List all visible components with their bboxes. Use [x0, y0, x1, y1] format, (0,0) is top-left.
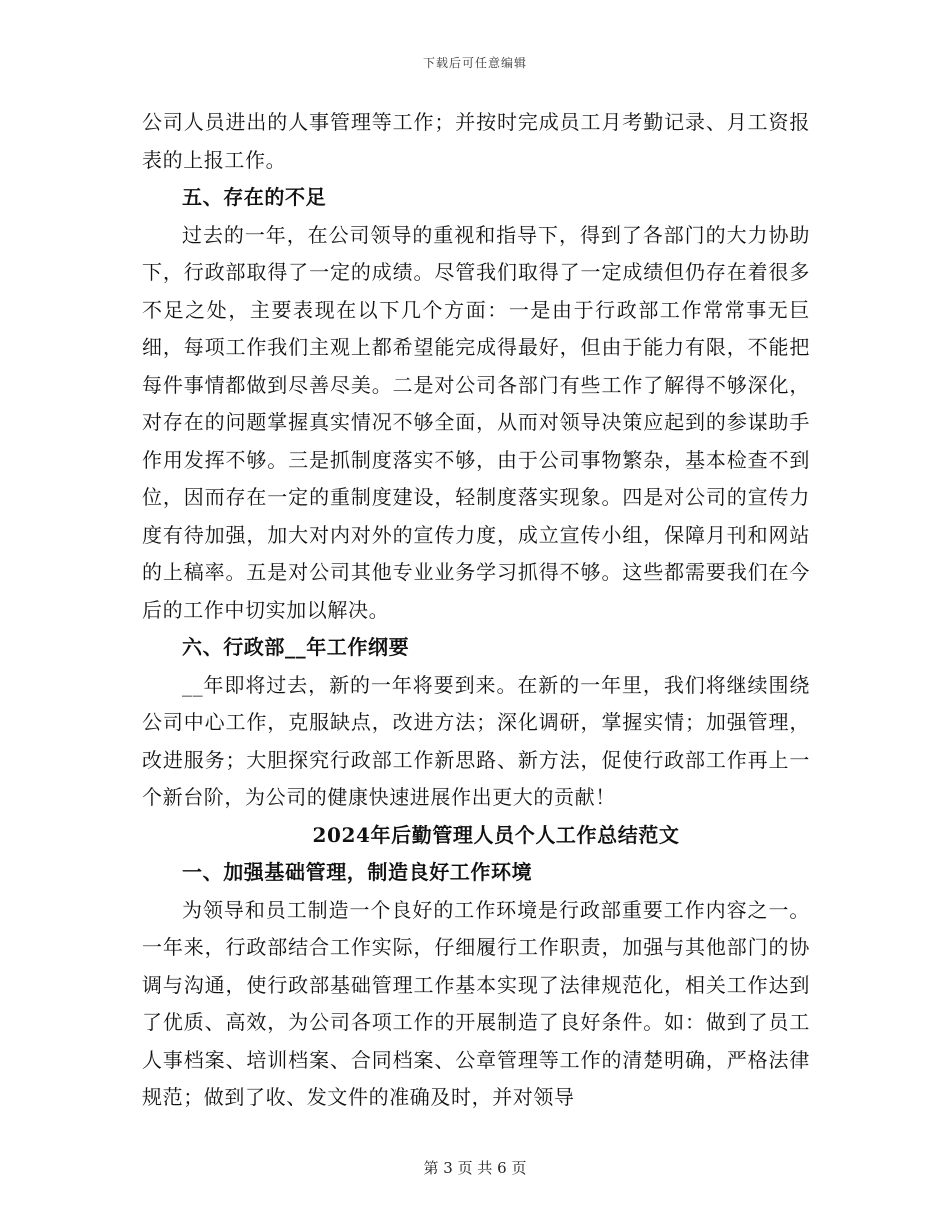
page-header: 下载后可任意编辑 [422, 56, 527, 70]
section-5-paragraph: 过去的一年，在公司领导的重视和指导下，得到了各部门的大力协助下，行政部取得了一定的成绩。尽管我们取得了一定成绩但仍存在着很多不足之处，主要表现在以下几个方面：一是由于行政部工作常常事无巨细，每项工作我们主观上都希望能完成得最好，但由于能力有限，不能把每件事情都做到尽善尽美。二是对公司各部门有些工作了解得不够深化，对存在的问题掌握真实情况不够全面，从而对领导决策应起到的参谋助手作用发挥不够。三是抓制度落实不够，由于公司事物繁杂，基本检查不到位，因而存在一定的重制度建设，轻制度落实现象。四是对公司的宣传力度有待加强，加大对内对外的宣传力度，成立宣传小组，保障月刊和网站的上稿率。五是对公司其他专业业务学习抓得不够。这些都需要我们在今后的工作中切实加以解决。 [142, 222, 810, 622]
section-6-paragraph: __年即将过去，新的一年将要到来。在新的一年里，我们将继续围绕公司中心工作，克服缺点，改进方法；深化调研，掌握实情；加强管理，改进服务；大胆探究行政部工作新思路、新方法，促使行政部工作再上一个新台阶，为公司的健康快速进展作出更大的贡献！ [142, 672, 810, 809]
page-footer: 第 3 页 共 6 页 [423, 1159, 527, 1177]
section-1-heading: 一、加强基础管理，制造良好工作环境 [182, 860, 533, 884]
continued-paragraph: 公司人员进出的人事管理等工作；并按时完成员工月考勤记录、月工资报表的上报工作。 [142, 110, 810, 172]
document-body [142, 104, 810, 1117]
section-5-heading: 五、存在的不足 [182, 185, 327, 209]
document-title: 2024年后勤管理人员个人工作总结范文 [312, 822, 680, 847]
section-1-paragraph: 为领导和员工制造一个良好的工作环境是行政部重要工作内容之一。一年来，行政部结合工作实际，仔细履行工作职责，加强与其他部门的协调与沟通，使行政部基础管理工作基本实现了法律规范化，相关工作达到了优质、高效，为公司各项工作的开展制造了良好条件。如：做到了员工人事档案、培训档案、合同档案、公章管理等工作的清楚明确，严格法律规范；做到了收、发文件的准确及时，并对领导 [142, 897, 810, 1109]
section-6-heading: 六、行政部__年工作纲要 [182, 635, 410, 659]
